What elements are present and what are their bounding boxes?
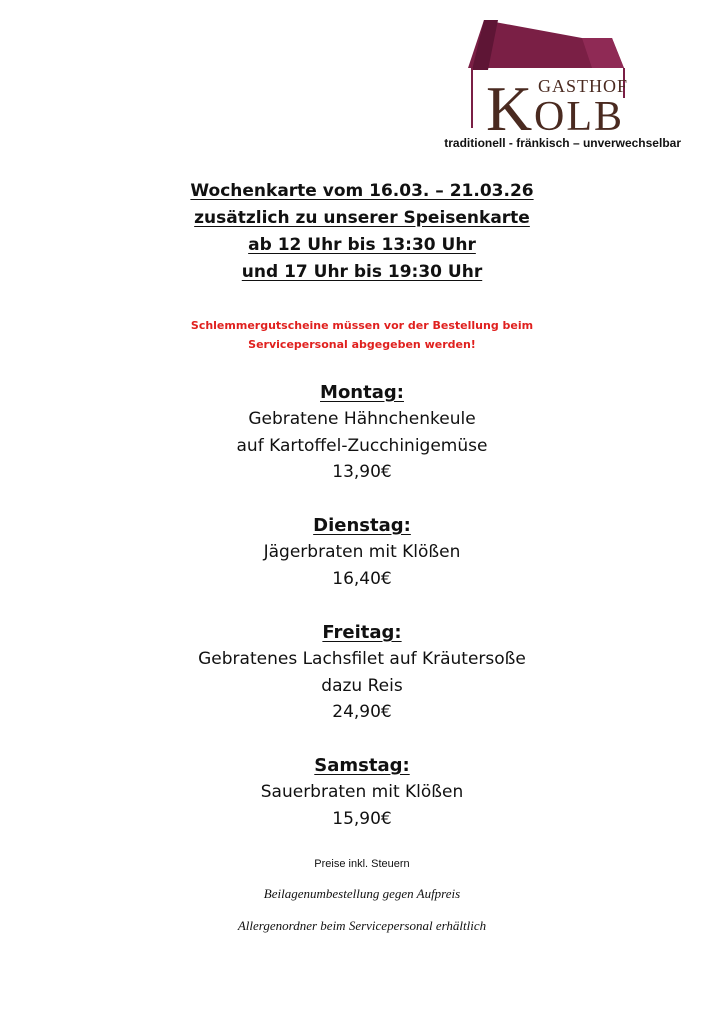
dish-price: 24,90€ — [332, 702, 392, 722]
sides-note: Beilagenumbestellung gegen Aufpreis — [263, 886, 461, 901]
prices-note: Preise inkl. Steuern — [314, 858, 410, 870]
day-name: Montag: — [320, 382, 404, 403]
dish-line: Gebratene Hähnchenkeule — [248, 409, 476, 429]
logo-initial-k: K — [486, 73, 533, 136]
dish-line: Jägerbraten mit Klößen — [263, 542, 461, 562]
logo-graphic — [462, 18, 638, 136]
tagline: traditionell - fränkisch – unverwechselbar — [444, 136, 681, 150]
voucher-notice: Schlemmergutscheine müssen vor der Bestellung beim Servicepersonal abgegeben werden! — [190, 319, 534, 351]
dish-line: Gebratenes Lachsfilet auf Kräutersoße — [198, 649, 526, 669]
day-section-montag — [0, 380, 724, 486]
day-section-dienstag — [0, 513, 724, 592]
dish-price: 16,40€ — [332, 568, 392, 589]
header-subtitle: zusätzlich zu unserer Speisenkarte — [194, 208, 530, 228]
header-title: Wochenkarte vom 16.03. – 21.03.26 — [190, 181, 534, 201]
gasthof-kolb-logo — [462, 18, 638, 136]
header-lunch-hours: ab 12 Uhr bis 13:30 Uhr — [248, 235, 476, 255]
day-section-freitag — [0, 620, 724, 726]
header-dinner-hours: und 17 Uhr bis 19:30 Uhr — [241, 262, 483, 282]
allergen-note: Allergenordner beim Servicepersonal erhältlich — [237, 918, 487, 933]
dish-price: 13,90€ — [332, 462, 392, 482]
dish-line: auf Kartoffel-Zucchinigemüse — [236, 435, 488, 456]
day-section-samstag — [0, 753, 724, 832]
day-name: Dienstag: — [313, 515, 411, 536]
dish-price: 15,90€ — [332, 808, 392, 829]
dish-line: dazu Reis — [321, 675, 403, 696]
logo-word-olb: OLB — [534, 94, 624, 136]
dish-line: Sauerbraten mit Klößen — [260, 782, 464, 802]
day-name: Freitag: — [322, 622, 402, 643]
logo-word-gasthof: GASTHOF — [538, 76, 629, 96]
menu-header — [0, 178, 724, 286]
day-name: Samstag: — [314, 755, 410, 776]
